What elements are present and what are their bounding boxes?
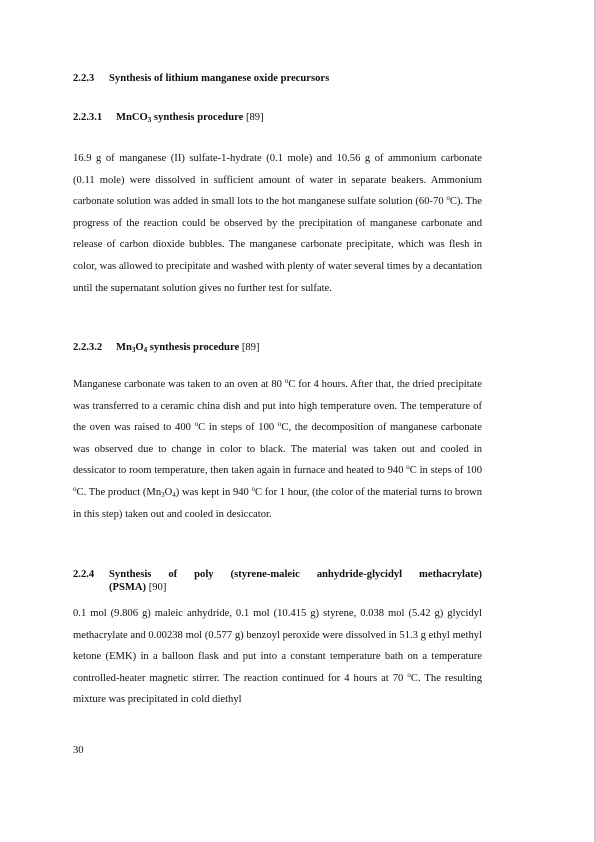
heading-2-2-3-2: 2.2.3.2 $Mn_3O_4$ synthesis procedure [89] [73, 342, 260, 354]
page-number: 30 [73, 745, 84, 756]
section-title-line-1: Synthesis of poly (styrene-maleic anhydride-glycidyl methacrylate) [109, 569, 482, 580]
section-title-line-2: (PSMA) [90] [109, 582, 167, 593]
section-number: 2.2.4 [73, 569, 95, 580]
reference: [89] [239, 342, 260, 353]
section-number: 2.2.3.1 [73, 112, 103, 123]
section-title: Synthesis of lithium manganese oxide precursors [109, 73, 330, 84]
paragraph-mn3o4-procedure: Manganese carbonate was taken to an oven at 80 $^o$C for 4 hours. After that, the dried precipitate was transferred to a ceramic china dish and put into high temperature oven. The temperature of the oven was raised to 400 $^o$C in steps of 100 $^o$C, the decomposition of manganese carbonate was observed due to change in color to black. The material was taken out and cooled in dessicator to room temperature, then taken again in furnace and heated to 940 $^o$C in steps of 100 $^o$C. The product $(Mn_3O_4)$ was kept in 940 $^o$C for 1 hour, (the color of the material turns to brown in this step) taken out and cooled in desiccator. [73, 377, 482, 520]
reference: [89] [243, 112, 264, 123]
heading-2-2-3 [73, 73, 329, 84]
paragraph-mnco3-procedure: 16.9 g of manganese (II) sulfate-1-hydrate (0.1 mole) and 10.56 g of ammonium carbonate (0.11 mole) were dissolved in sufficient amount of water in separate beakers. Ammonium carbonate solution was added in small lots to the hot manganese sulfate solution (60-70 $^o$C). The progress of the reaction could be observed by the precipitation of manganese carbonate and release of carbon dioxide bubbles. The manganese carbonate precipitate, which was flesh in color, was allowed to precipitate and washed with plenty of water several times by a decantation until the supernatant solution gives no further test for sulfate. [73, 153, 482, 294]
heading-2-2-3-1: 2.2.3.1 MnCO$_3$ synthesis procedure [89] [73, 112, 264, 124]
section-number: 2.2.3 [73, 73, 95, 84]
reference: [90] [146, 582, 167, 593]
section-number: 2.2.3.2 [73, 342, 103, 353]
paragraph-psma-synthesis: 0.1 mol (9.806 g) maleic anhydride, 0.1 mol (10.415 g) styrene, 0.038 mol (5.42 g) glycidyl methacrylate and 0.00238 mol (0.577 g) benzoyl peroxide were dissolved in 51.3 g ethyl methyl ketone (EMK) in a balloon flask and put into a constant temperature bath on a temperature controlled-heater magnetic stirrer. The reaction continued for 4 hours at 70 $^o$C. The resulting mixture was precipitated in cold diethyl [73, 608, 483, 706]
